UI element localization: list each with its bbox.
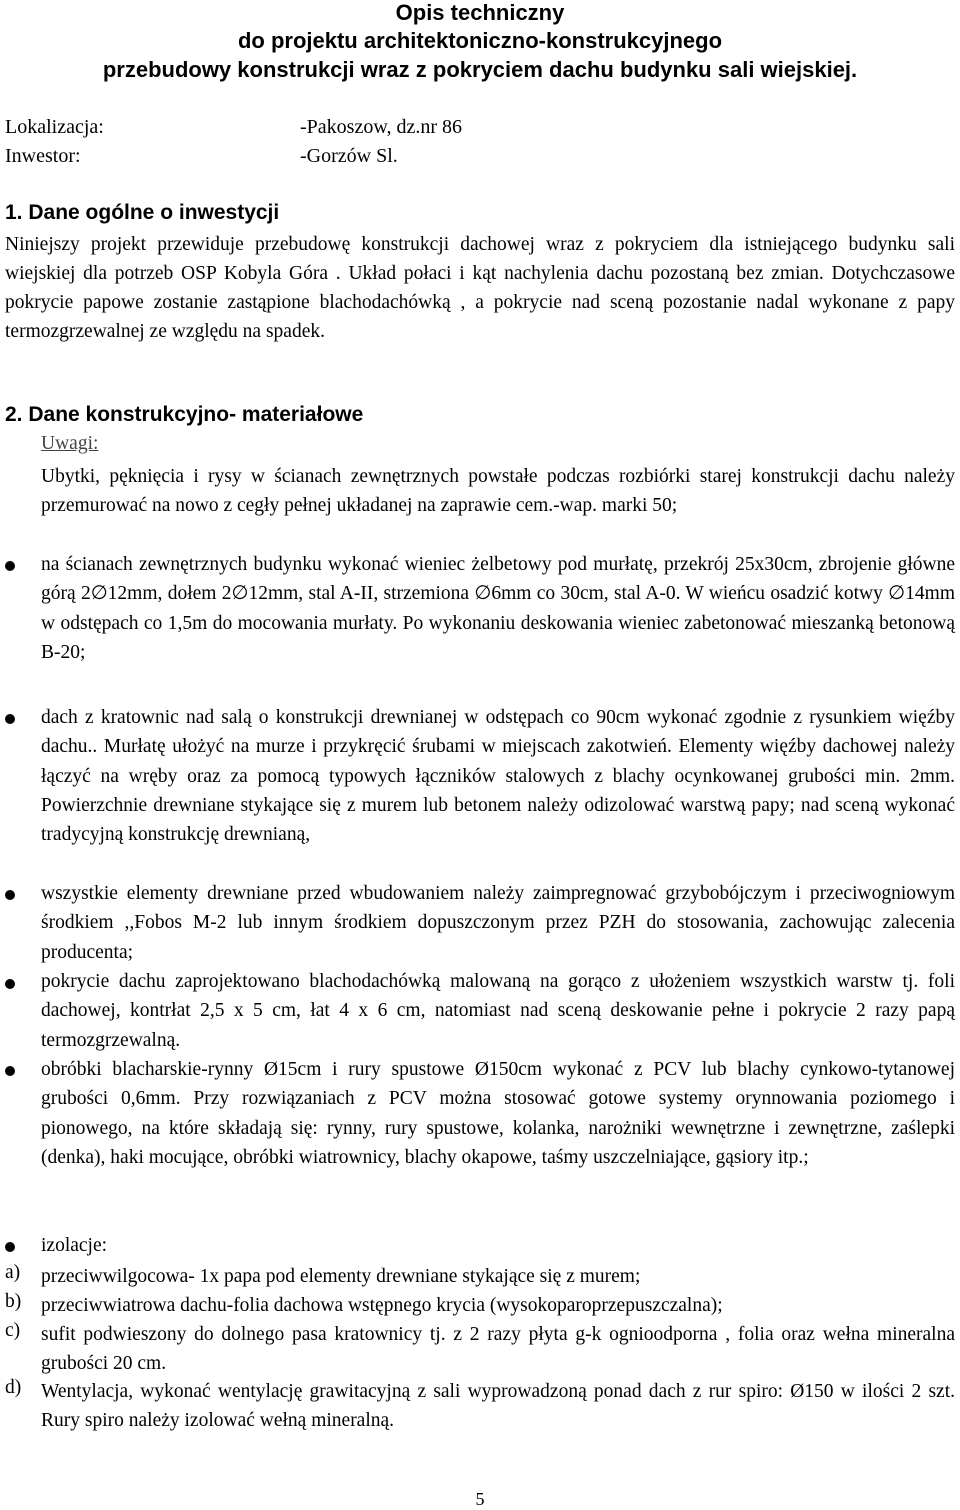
notes-text: Ubytki, pęknięcia i rysy w ścianach zewnętrznych powstałe podczas rozbiórki starej konstrukcji dachu należy przemurować na nowo z cegły pełnej układanej na zaprawie cem.-wap. marki 50; <box>41 466 955 517</box>
bullet-dot <box>5 1242 15 1252</box>
lettered-item: przeciwwilgocowa- 1x papa pod elementy drewniane stykające się z murem; <box>41 1266 641 1287</box>
location-label: Lokalizacja: <box>5 116 104 138</box>
bullet-dot <box>5 890 15 900</box>
list-letter: a) <box>5 1262 21 1283</box>
page-number: 5 <box>475 1489 485 1509</box>
bullet-dot <box>5 979 15 989</box>
bullet-dot <box>5 714 15 724</box>
section-1-heading: 1. Dane ogólne o inwestycji <box>5 201 280 224</box>
bullet-dot <box>5 561 15 571</box>
bullet-dot <box>5 1066 15 1076</box>
title-line-1: Opis techniczny <box>395 0 565 25</box>
lettered-item: przeciwwiatrowa dachu-folia dachowa wstępnego krycia (wysokoparoprzepuszczalna); <box>41 1295 723 1316</box>
title-line-3: przebudowy konstrukcji wraz z pokryciem dachu budynku sali wiejskiej. <box>102 57 858 82</box>
list-letter: d) <box>5 1377 22 1398</box>
title-line-2: do projektu architektoniczno-konstrukcyjnego <box>237 28 723 53</box>
bullet-item: obróbki blacharskie-rynny Ø15cm i rury spustowe Ø150cm wykonać z PCV lub blachy cynkowo-tytanowej grubości 0,6mm. Przy rozwiązaniach z PCV można stosować gotowe systemy orynnowania poziomego i pionowego, na które składają się: rynny, rury spustowe, kolanka, narożniki wewnętrzne i zewnętrzne, zaślepki (denka), haki mocujące, obróbki wiatrownicy, blachy okapowe, taśmy uszczelniające, gąsiory itp.; <box>41 1059 955 1168</box>
bullet-item: wszystkie elementy drewniane przed wbudowaniem należy zaimpregnować grzybobójczym i przeciwogniowym środkiem ,,Fobos M-2 lub innym środkiem dopuszczonym przez PZH do stosowania, zachowując zalecenia producenta; <box>41 883 955 963</box>
notes-label: Uwagi: <box>41 433 99 454</box>
bullet-item: pokrycie dachu zaprojektowano blachodachówką malowaną na gorąco z ułożeniem wszystkich warstw tj. foli dachowej, kontrłat 2,5 x 5 cm, łat 4 x 6 cm, natomiast nad sceną deskowanie pełne i pokrycie 2 razy papą termozgrzewalną. <box>41 971 955 1051</box>
bullet-item: izolacje: <box>41 1235 108 1256</box>
investor-value: -Gorzów Sl. <box>300 145 398 167</box>
list-letter: b) <box>5 1291 22 1312</box>
bullet-item: na ścianach zewnętrznych budynku wykonać wieniec żelbetowy pod murłatę, przekrój 25x30cm, zbrojenie główne górą 2∅12mm, dołem 2∅12mm, stal A-II, strzemiona ∅6mm co 30cm, stal A-0. W wieńcu osadzić kotwy ∅14mm w odstępach co 1,5m do mocowania murłaty. Po wykonaniu deskowania wieniec zabetonować mieszanką betonową B-20; <box>41 554 955 663</box>
lettered-item: sufit podwieszony do dolnego pasa kratownicy tj. z 2 razy płyta g-k ognioodporna , folia oraz wełna mineralna grubości 20 cm. <box>41 1324 955 1375</box>
section-1-paragraph: Niniejszy projekt przewiduje przebudowę konstrukcji dachowej wraz z pokryciem dla istniejącego budynku sali wiejskiej dla potrzeb OSP Kobyla Góra . Układ połaci i kąt nachylenia dachu pozostaną bez zmian. Dotychczasowe pokrycie papowe zostanie zastąpione blachodachówką , a pokrycie nad sceną pozostanie nadal wykonane z papy termozgrzewalnej ze względu na spadek. <box>5 234 955 342</box>
lettered-item: Wentylacja, wykonać wentylację grawitacyjną z sali wyprowadzoną ponad dach z rur spiro: Ø150 w ilości 2 szt. Rury spiro należy izolować wełną mineralną. <box>41 1381 955 1432</box>
investor-label: Inwestor: <box>5 145 81 167</box>
location-row <box>5 116 463 139</box>
list-letter: c) <box>5 1320 21 1341</box>
bullet-item: dach z kratownic nad salą o konstrukcji drewnianej w odstępach co 90cm wykonać zgodnie z rysunkiem więźby dachu.. Murłatę ułożyć na murze i przykręcić śrubami w miejscach zakotwień. Elementy więźby dachowej należy łączyć na wręby oraz za pomocą typowych łączników stalowych z blachy ocynkowanej grubości min. 2mm. Powierzchnie drewniane stykające się z murem lub betonem należy odizolować warstwą papy; nad sceną wykonać tradycyjną konstrukcję drewnianą, <box>41 707 955 846</box>
location-value: -Pakoszow, dz.nr 86 <box>300 116 463 138</box>
section-2-heading: 2. Dane konstrukcyjno- materiałowe <box>5 403 364 426</box>
investor-row <box>5 145 398 168</box>
